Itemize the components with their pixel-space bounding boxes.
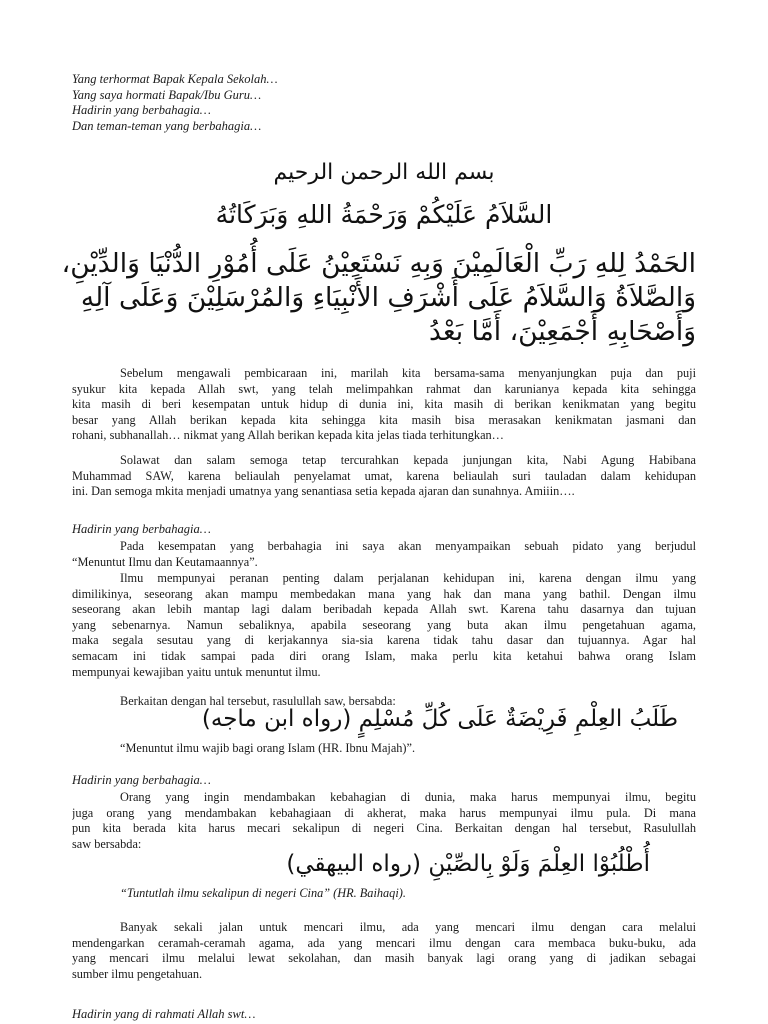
paragraph-line: mendengarkan ceramah-ceramah agama, ada yang mencari ilmu dengan cara membaca buku-buku, ada (72, 935, 696, 950)
greetings-block (72, 72, 278, 134)
hadith-translation: “Tuntutlah ilmu sekalipun di negeri Cina” (HR. Baihaqi). (120, 886, 406, 900)
paragraph-line: Banyak sekali jalan untuk mencari ilmu, ada yang mencari ilmu dengan cara melalui (120, 920, 696, 934)
hadith-translation: “Menuntut ilmu wajib bagi orang Islam (HR. Ibnu Majah)”. (120, 741, 416, 755)
arabic-salam: السَّلاَمُ عَلَيْكُمْ وَرَحْمَةُ اللهِ وَبَرَكَاتُهُ (215, 200, 553, 229)
paragraph-solawat (72, 453, 696, 500)
greeting-line: Dan teman-teman yang berbahagia… (72, 118, 262, 133)
paragraph-line: dimilikinya, seseorang akan mampu membedakan mana yang hak dan mana yang bathil. Dengan ilmu (72, 586, 696, 601)
greeting-line: Hadirin yang berbahagia… (72, 103, 211, 117)
paragraph-line: Sebelum mengawali pembicaraan ini, marilah kita bersama-sama menyanjungkan puja dan puji (120, 366, 696, 380)
arabic-hamd-line: وَالصَّلاَةُ وَالسَّلاَمُ عَلَى أَشْرَفِ الأَنْبِيَاءِ وَالمُرْسَلِيْنَ وَعَلَى آلِهِ (80, 282, 696, 313)
paragraph-line: besar yang Allah berikan kepada kita sehingga kita masih bisa merasakan kenikmatan jasmani dan (72, 412, 696, 427)
arabic-hamd-line: وَأَصْحَابِهِ أَجْمَعِيْنَ، أَمَّا بَعْدُ (429, 316, 696, 347)
paragraph-line: “Menuntut Ilmu dan Keutamaannya”. (72, 554, 258, 569)
section-heading: Hadirin yang berbahagia… (72, 522, 211, 536)
paragraph-line: yang sebenarnya. Namun sebaliknya, apabila seseorang yang buta akan ilmu pengetahuan agama, (72, 617, 696, 632)
paragraph-line: yang mencari ilmu melalui lewat sekolahan, dan masih banyak lagi orang yang di jadikan sebagai (72, 951, 696, 966)
paragraph-line: juga orang yang mendambakan kebahagiaan di akherat, maka harus mempunyai ilmu pula. Di mana (72, 805, 696, 820)
paragraph-line: Muhammad SAW, karena beliaulah penyelamat umat, karena beliaulah suri tauladan dalam kehidupan (72, 468, 696, 483)
paragraph-line: ini. Dan semoga mkita menjadi umatnya yang senantiasa setia kepada ajaran dan sunahnya. Amiiin…. (72, 484, 575, 499)
paragraph-line: sumber ilmu pengetahuan. (72, 966, 203, 981)
greeting-line: Yang terhormat Bapak Kepala Sekolah… (72, 72, 278, 86)
paragraph-line: mempunyai kewajiban yaitu untuk menuntut ilmu. (72, 664, 321, 679)
greeting-line: Yang saya hormati Bapak/Ibu Guru… (72, 87, 262, 102)
paragraph-line: kita masih di beri kesempatan untuk hidup di dunia ini, kita masih di berikan kenikmatan yang begitu (72, 397, 696, 412)
paragraph-line: rohani, subhanallah… nikmat yang Allah berikan kepada kita jelas tiada terhitungkan… (72, 428, 504, 443)
paragraph-line: Solawat dan salam semoga tetap tercurahkan kepada junjungan kita, Nabi Agung Habibana (120, 453, 696, 467)
arabic-hamd-line: الحَمْدُ لِلهِ رَبِّ الْعَالَمِيْنَ وَبِهِ نَسْتَعِيْنُ عَلَى أُمُوْرِ الدُّنْيَا وَالدِّيْنِ، (61, 248, 696, 279)
paragraph-kebahagiaan (72, 790, 696, 852)
paragraph-line: seseorang akan lebih mantap lagi dalam beribadah kepada Allah swt. Karena tahu dasarnya dan tujuan (72, 602, 696, 617)
paragraph-line: Pada kesempatan yang berbahagia ini saya akan menyampaikan sebuah pidato yang berjudul (120, 539, 696, 553)
paragraph-line: maka segala sesutau yang di kerjakannya sia-sia karena tidak tahu dasar dan tujuannya. Agar hal (72, 633, 696, 648)
arabic-bismillah: بسم الله الرحمن الرحيم (273, 160, 495, 185)
arabic-hadith: أُطْلُبُوْا العِلْمَ وَلَوْ بِالصِّيْنِ (رواه البيهقي) (286, 851, 650, 877)
paragraph-jalan-ilmu (72, 920, 696, 982)
paragraph-line: pun kita berada kita harus mecari sekalipun di negeri Cina. Berkaitan dengan hal tersebut, Rasulullah (72, 821, 696, 836)
arabic-hadith: طَلَبُ العِلْمِ فَرِيْضَةٌ عَلَى كُلِّ مُسْلِمٍ (رواه ابن ماجه) (201, 706, 679, 732)
paragraph-line: saw bersabda: (72, 836, 142, 851)
paragraph-ilmu (72, 571, 696, 680)
paragraph-topic (72, 539, 696, 570)
paragraph-line: Ilmu mempunyai peranan penting dalam perjalanan kehidupan ini, karena dengan ilmu yang (120, 571, 696, 585)
paragraph-line: Orang yang ingin mendambakan kebahagian di dunia, maka harus mempunyai ilmu, begitu (120, 790, 696, 804)
hadith-intro: Berkaitan dengan hal tersebut, rasulullah saw, bersabda: (120, 694, 396, 708)
paragraph-line: syukur kita kepada Allah swt, yang telah melimpahkan rahmat dan karunianya kepada kita sehingga (72, 381, 696, 396)
paragraph-praise (72, 366, 696, 444)
paragraph-line: semacam ini tidak sampai pada diri orang Islam, maka perlu kita ketahui bahwa orang Islam (72, 648, 696, 663)
section-heading: Hadirin yang di rahmati Allah swt… (72, 1007, 256, 1021)
section-heading: Hadirin yang berbahagia… (72, 773, 211, 787)
